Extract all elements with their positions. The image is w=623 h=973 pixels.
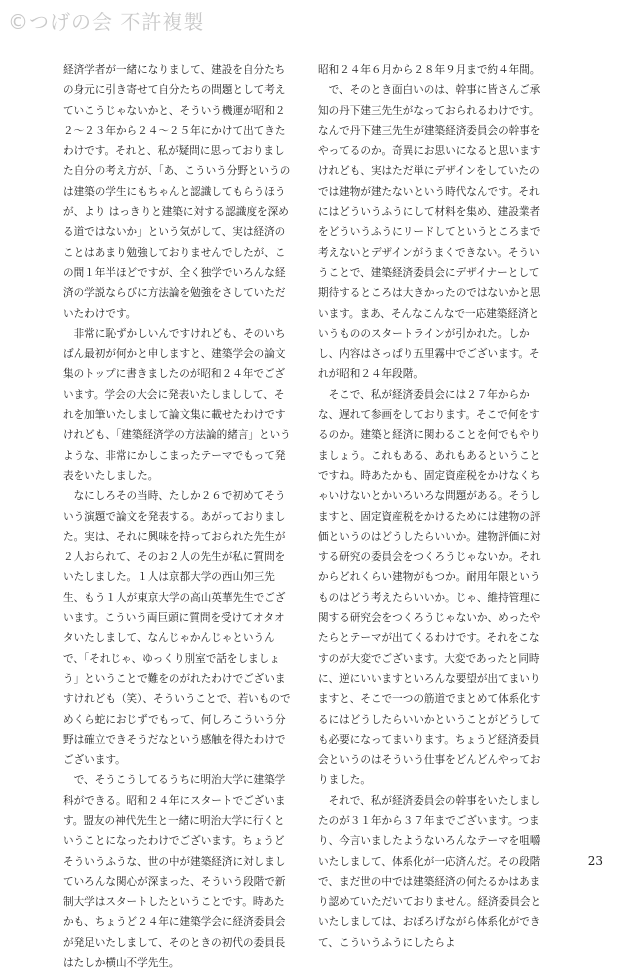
paragraph: 昭和２４年６月から２８年９月まで約４年間。 [318,64,541,76]
paragraph: なにしろその当時、たしか２６で初めてそういう演題で論文を発表する。あがっておりました。実は、それに興味を持っておられた先生が２人おられて、そのお２人の先生が私に質問をいたしました。１人は京都大学の西山夘三先生、もう１人が東京大学の高山英華先生でございます。こういう両巨頭に質問を受けてオタオタいたしまして、なんじゃかんじゃというんで、「それじゃ、ゆっくり別室で話をしましょう」ということで難をのがれたわけでございますけれども（笑）、そういうことで、若いものでめくら蛇におじずでもって、何しろこういう分野は確立できそうだなという感触を得たわけでございます。 [63,490,291,767]
right-text-column [318,60,544,953]
paragraph: で、そのとき面白いのは、幹事に皆さんご承知の丹下建三先生がなっておられるわけです。なんで丹下建三先生が建築経済委員会の幹事をやってるのか。奇異にお思いになると思いますけれども、実はただ単にデザインをしていたのでは建物が建たないという時代なんです。それにはどういうふうにして材料を集め、建設業者をどういうふうにリードしてというところまで考えないとデザインがうまくできない。そういうことで、建築経済委員会にデザイナーとして期待するところは大きかったのではないかと思います。まあ、そんなこんなで一応建築経済というもののスタートラインが引かれた。しかし、内容はさっぱり五里霧中でございます。それが昭和２４年段階。 [318,84,541,381]
left-text-column [63,60,291,973]
paragraph: そこで、私が経済委員会には２７年からかな、遅れて参画をしております。そこで何をするのか。建築と経済に関わることを何でもやりましょう。これもある、あれもあるということですね。時あたかも、固定資産税をかけなくちゃいけないとかいろいろな問題がある。そうしますと、固定資産税をかけるためには建物の評価というのはどうしたらいいか。建物評価に対する研究の委員会をつくろうじゃないか。それからどれくらい建物がもつか。耐用年限というものはどう考えたらいいか。じゃ、維持管理に関する研究会をつくろうじゃないか、めったやたらとテーマが出てくるわけです。それをこなすのが大変でございます。大変であったと同時に、逆にいいますといろんな要望が出てまいりますと、そこで一つの筋道でまとめて体系化するにはどうしたらいいかということがどうしても必要になってまいります。ちょうど経済委員会というのはそういう仕事をどんどんやっておりました。 [318,388,541,787]
paragraph: それで、私が経済委員会の幹事をいたしましたのが３１年から３７年までございます。つまり、今言いましたようないろんなテーマを咀嚼いたしまして、体系化が一応済んだ。その段階で、まだ世の中では建築経済の何たるかはあまり認めていただいておりません。経済委員会といたしましては、おぼろげながら体系化ができて、こういうふうにしたらよ [318,794,542,949]
page-number: 23 [587,854,603,868]
paragraph: 経済学者が一緒になりまして、建設を自分たちの身元に引き寄せて自分たちの問題として考えていこうじゃないかと、そういう機運が昭和２２～２３年から２４～２５年にかけて出てきたわけです。それと、私が疑問に思っておりました自分の考え方が、「あ、こういう分野というのは建築の学生にもちゃんと認識してもらうほうが、より はっきりと建築に対する認識度を深める道ではないか」という気がして、実は経済のことはあまり勉強しておりませんでしたが、この間１年半ほどですが、全く独学でいろんな経済の学説ならびに方法論を勉強をさしていただいたわけです。 [63,64,291,320]
paragraph: で、そうこうしてるうちに明治大学に建築学科ができる。昭和２４年にスタートでございます。盟友の神代先生と一緒に明治大学に行くということになったわけでございます。ちょうどそういうふうな、世の中が建築経済に対しましていろんな関心が深まった、そういう段階で新制大学はスタートしたということです。時あたかも、ちょうど２４年に建築学会に経済委員会が発足いたしまして、そのときの初代の委員長はたしか横山不学先生。 [63,774,286,970]
copyright-watermark: ©つげの会 不許複製 [8,10,205,34]
paragraph: 非常に恥ずかしいんですけれども、そのいちばん最初が何かと申しますと、建築学会の論文集のトップに書きましたのが昭和２４年でございます。学会の大会に発表いたしましして、それを加筆いたしまして論文集に載せたわけですけれども、「建築経済学の方法論的緒言」というような、非常にかしこまったテーマでもって発表をいたしました。 [63,327,291,482]
